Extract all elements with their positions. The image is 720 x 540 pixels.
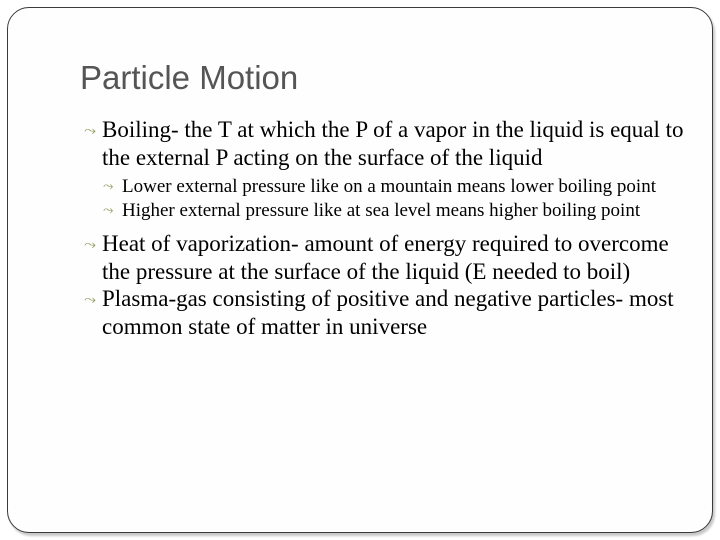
curled-arrow-bullet-icon: ⤳ (103, 179, 114, 194)
bullet-item (80, 116, 690, 171)
slide-body (80, 116, 690, 340)
bullet-text: Boiling- the T at which the P of a vapor in the liquid is equal to the external P acting on the surface of the liquid (102, 117, 684, 170)
bullet-item (80, 285, 690, 340)
bullet-text: Plasma-gas consisting of positive and negative particles- most common state of matter in universe (102, 286, 674, 339)
curled-arrow-bullet-icon: ⤳ (84, 235, 97, 253)
sub-bullet-item (80, 175, 690, 199)
sub-bullet-item (80, 199, 690, 223)
slide-title: Particle Motion (80, 59, 299, 96)
curled-arrow-bullet-icon: ⤳ (84, 121, 97, 139)
curled-arrow-bullet-icon: ⤳ (84, 290, 97, 308)
curled-arrow-bullet-icon: ⤳ (103, 203, 114, 218)
sub-bullet-text: Higher external pressure like at sea level means higher boiling point (122, 200, 641, 221)
bullet-item (80, 230, 690, 285)
sub-bullet-text: Lower external pressure like on a mountain means lower boiling point (122, 176, 656, 197)
bullet-text: Heat of vaporization- amount of energy required to overcome the pressure at the surface of the liquid (E needed to boil) (102, 231, 669, 284)
